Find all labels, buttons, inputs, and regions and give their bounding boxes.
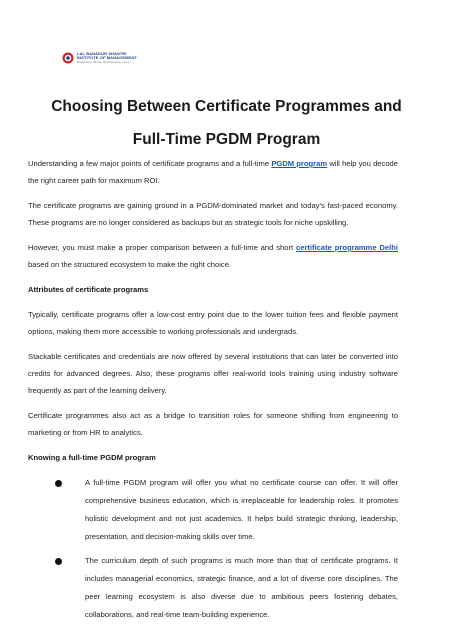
bullet-text: The curriculum depth of such programs is much more than that of certificate programs. It includes managerial economics, strategic finance, and a lot of diverse core disciplines. The peer learning ecosystem is also diverse due to ambitious peers fostering debates, collaborations, and real-time team-building experience. [85,556,398,619]
paragraph-bridge: Certificate programmes also act as a bridge to transition roles for someone shifting from engineering to marketing or from HR to analytics. [28,411,398,437]
document-title [28,90,425,156]
pgdm-program-link[interactable]: PGDM program [271,159,328,168]
logo-name-line1: LAL BAHADUR SHASTRI [77,51,127,56]
logo-text [77,52,137,65]
paragraph-low-cost: Typically, certificate programs offer a low-cost entry point due to the lower tuition fees and flexible payment options, making them more accessible to working professionals and undergrads. [28,310,398,336]
bullet-text: A full-time PGDM program will offer you what no certificate course can offer. It will offer comprehensive business education, which is irreplaceable for leadership roles. It promotes holistic development and not just academics. It helps build strategic thinking, leadership, presentation, and decision-making skills over time. [85,478,398,541]
logo-tagline: Enlightens Minds, Empowering Lives [77,60,130,65]
intro-text-before: Understanding a few major points of certificate programs and a full-time [28,159,272,168]
list-item [55,552,398,624]
bullet-dot-icon [55,480,62,487]
pgdm-bullet-list [28,474,398,624]
title-line2: Full-Time PGDM Program [132,131,321,148]
institute-logo[interactable] [62,52,137,65]
certificate-programme-delhi-link[interactable]: certificate programme Delhi [296,243,398,252]
heading-certificate-attributes: Attributes of certificate programs [28,285,149,294]
intro-text-after: will help you decode the right career path for maximum ROI. [28,159,398,185]
heading-full-time-pgdm: Knowing a full-time PGDM program [28,453,156,462]
institute-crest-icon [62,52,74,64]
bullet-dot-icon [55,558,62,565]
logo-name-line2: INSTITUTE OF MANAGEMENT [77,55,137,61]
comparison-text-before: However, you must make a proper comparison between a full-time and short [28,243,296,252]
paragraph-stackable: Stackable certificates and credentials are now offered by several institutions that can later be converted into credits for advanced degrees. Also, these programs offer real-world tools training using industry software frequently as part of the learning delivery. [28,352,398,395]
list-item [55,474,398,546]
paragraph-comparison [28,239,398,273]
document-body [28,155,398,630]
paragraph-certificate-growth: The certificate programs are gaining ground in a PGDM-dominated market and today’s fast-paced economy. These programs are no longer considered as backups but as strategic tools for niche upskilling. [28,201,398,227]
comparison-text-after: based on the structured ecosystem to make the right choice. [28,260,232,269]
intro-paragraph [28,155,398,189]
title-line1: Choosing Between Certificate Programmes and [51,98,402,115]
